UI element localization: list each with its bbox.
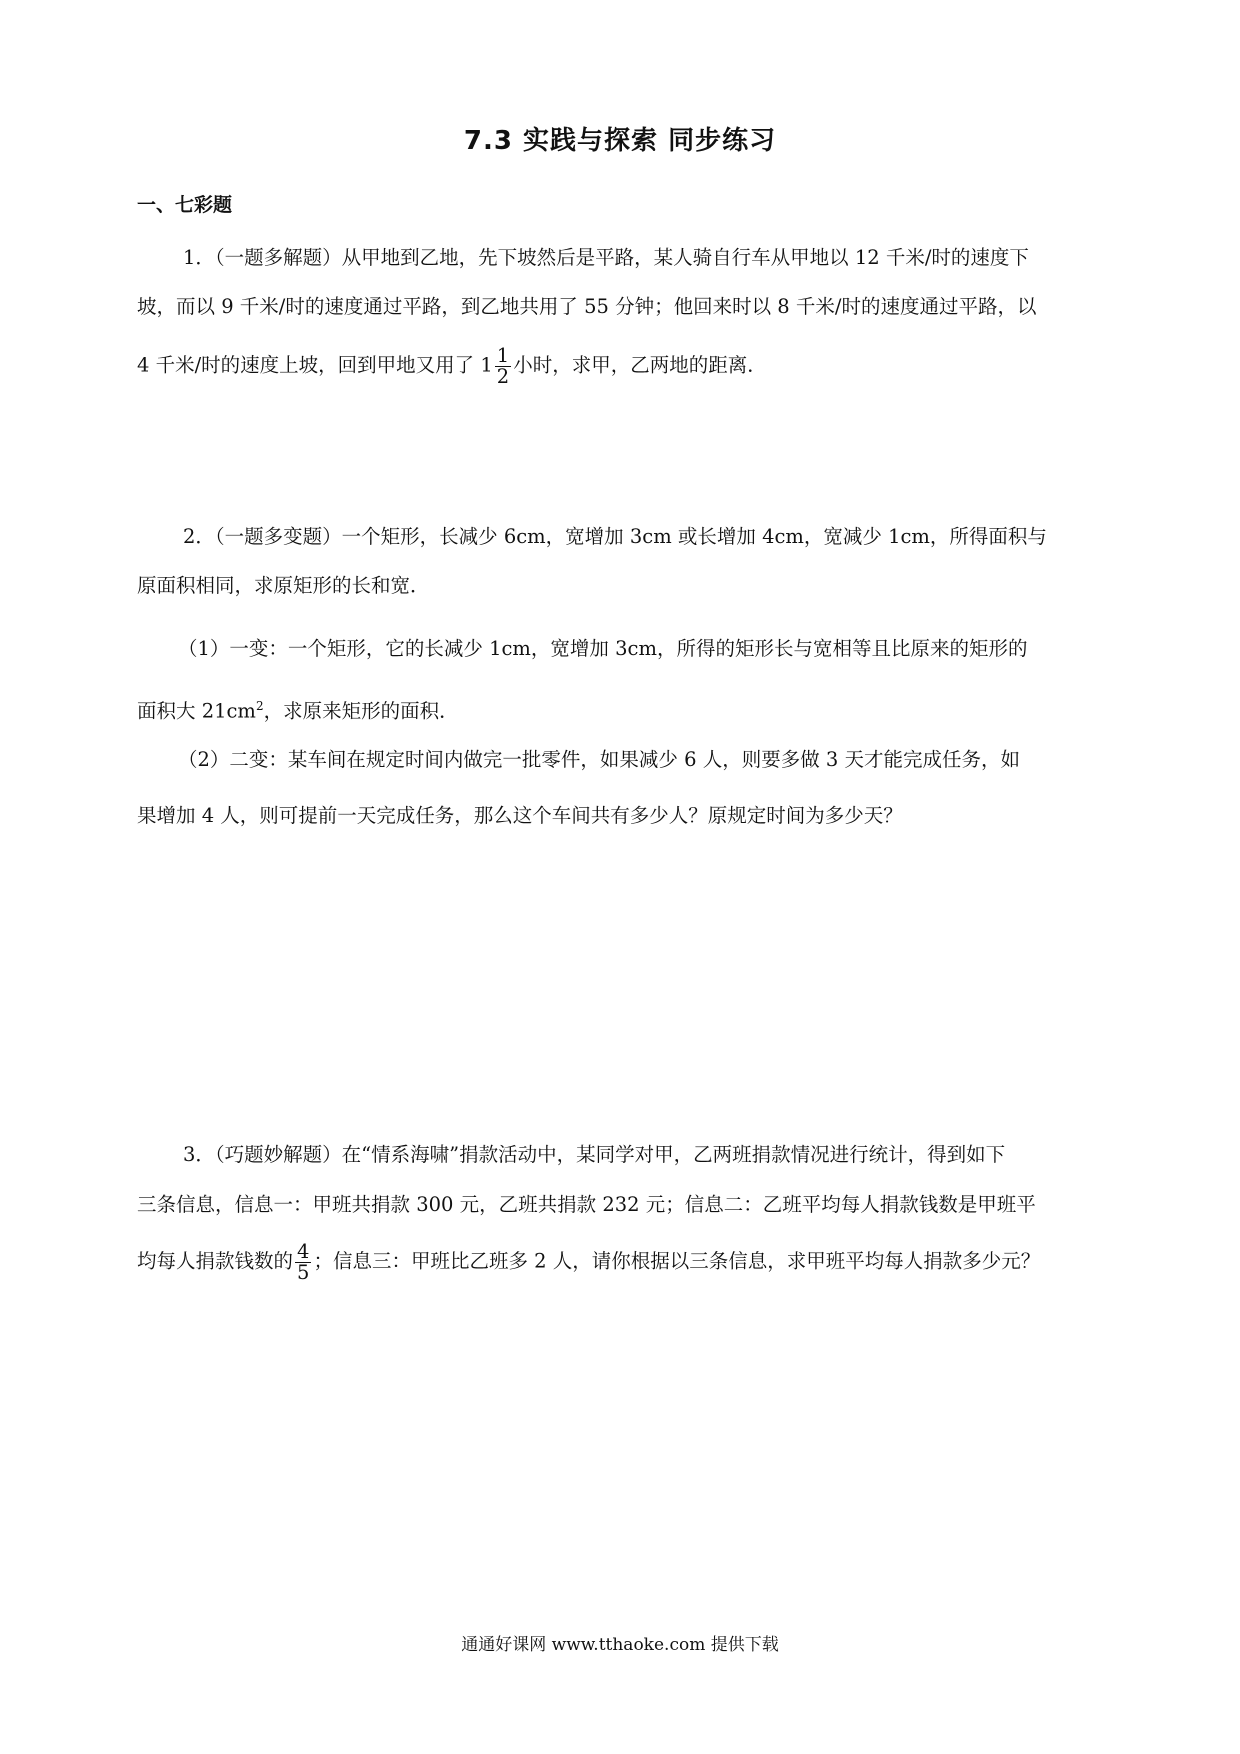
q2-sub1-line-2 xyxy=(137,693,1122,725)
q3-fraction-numerator: 4 xyxy=(297,1240,310,1263)
q1-fraction-numerator: 1 xyxy=(496,344,510,367)
q2-sub2-line-2: 果增加 4 人，则可提前一天完成任务，那么这个车间共有多少人？原规定时间为多少天？ xyxy=(137,804,903,827)
section-heading: 一、七彩题 xyxy=(137,194,233,216)
q2-line-1: 2．（一题多变题）一个矩形，长减少 6cm，宽增加 3cm 或长增加 4cm，宽减少 1cm，所得面积与 xyxy=(183,525,1047,548)
q1-line-1: 1．（一题多解题）从甲地到乙地，先下坡然后是平路，某人骑自行车从甲地以 12 千米/时的速度下 xyxy=(183,246,1029,269)
q2-sub1-line-2-text-b: ，求原来矩形的面积． xyxy=(263,699,459,723)
q1-line-3-text-a: 4 千米/时的速度上坡，回到甲地又用了 1 xyxy=(137,353,493,377)
q1-line-3-text-b: 小时，求甲，乙两地的距离． xyxy=(513,353,767,377)
page-title: 7.3 实践与探索 同步练习 xyxy=(463,126,777,156)
q3-line-3 xyxy=(137,1242,1122,1282)
q3-fraction xyxy=(295,1242,311,1282)
q1-fraction-denominator: 2 xyxy=(496,364,510,388)
q2-sub1-line-2-text-a: 面积大 21cm xyxy=(137,699,256,723)
q1-line-2: 坡，而以 9 千米/时的速度通过平路，到乙地共用了 55 分钟；他回来时以 8 千米/时的速度通过平路，以 xyxy=(137,295,1037,318)
q3-fraction-denominator: 5 xyxy=(297,1260,310,1284)
q2-sub1-line-1: （1）一变：一个矩形，它的长减少 1cm，宽增加 3cm，所得的矩形长与宽相等且比原来的矩形的 xyxy=(178,637,1028,660)
q3-line-2: 三条信息，信息一：甲班共捐款 300 元，乙班共捐款 232 元；信息二：乙班平均每人捐款钱数是甲班平 xyxy=(137,1193,1036,1216)
q3-line-1: 3．（巧题妙解题）在“情系海啸”捐款活动中，某同学对甲，乙两班捐款情况进行统计，得到如下 xyxy=(183,1143,1006,1166)
q2-sub2-line-1: （2）二变：某车间在规定时间内做完一批零件，如果减少 6 人，则要多做 3 天才能完成任务，如 xyxy=(178,748,1021,771)
q2-sub1-superscript: 2 xyxy=(255,699,264,713)
q1-line-3 xyxy=(137,346,1122,386)
q2-line-2: 原面积相同，求原矩形的长和宽． xyxy=(137,574,430,597)
q3-line-3-text-b: ；信息三：甲班比乙班多 2 人，请你根据以三条信息，求甲班平均每人捐款多少元？ xyxy=(313,1249,1041,1273)
page-footer: 通通好课网 www.tthaoke.com 提供下载 xyxy=(461,1635,779,1655)
q3-line-3-text-a: 均每人捐款钱数的 xyxy=(137,1249,294,1273)
q1-fraction xyxy=(495,346,511,386)
